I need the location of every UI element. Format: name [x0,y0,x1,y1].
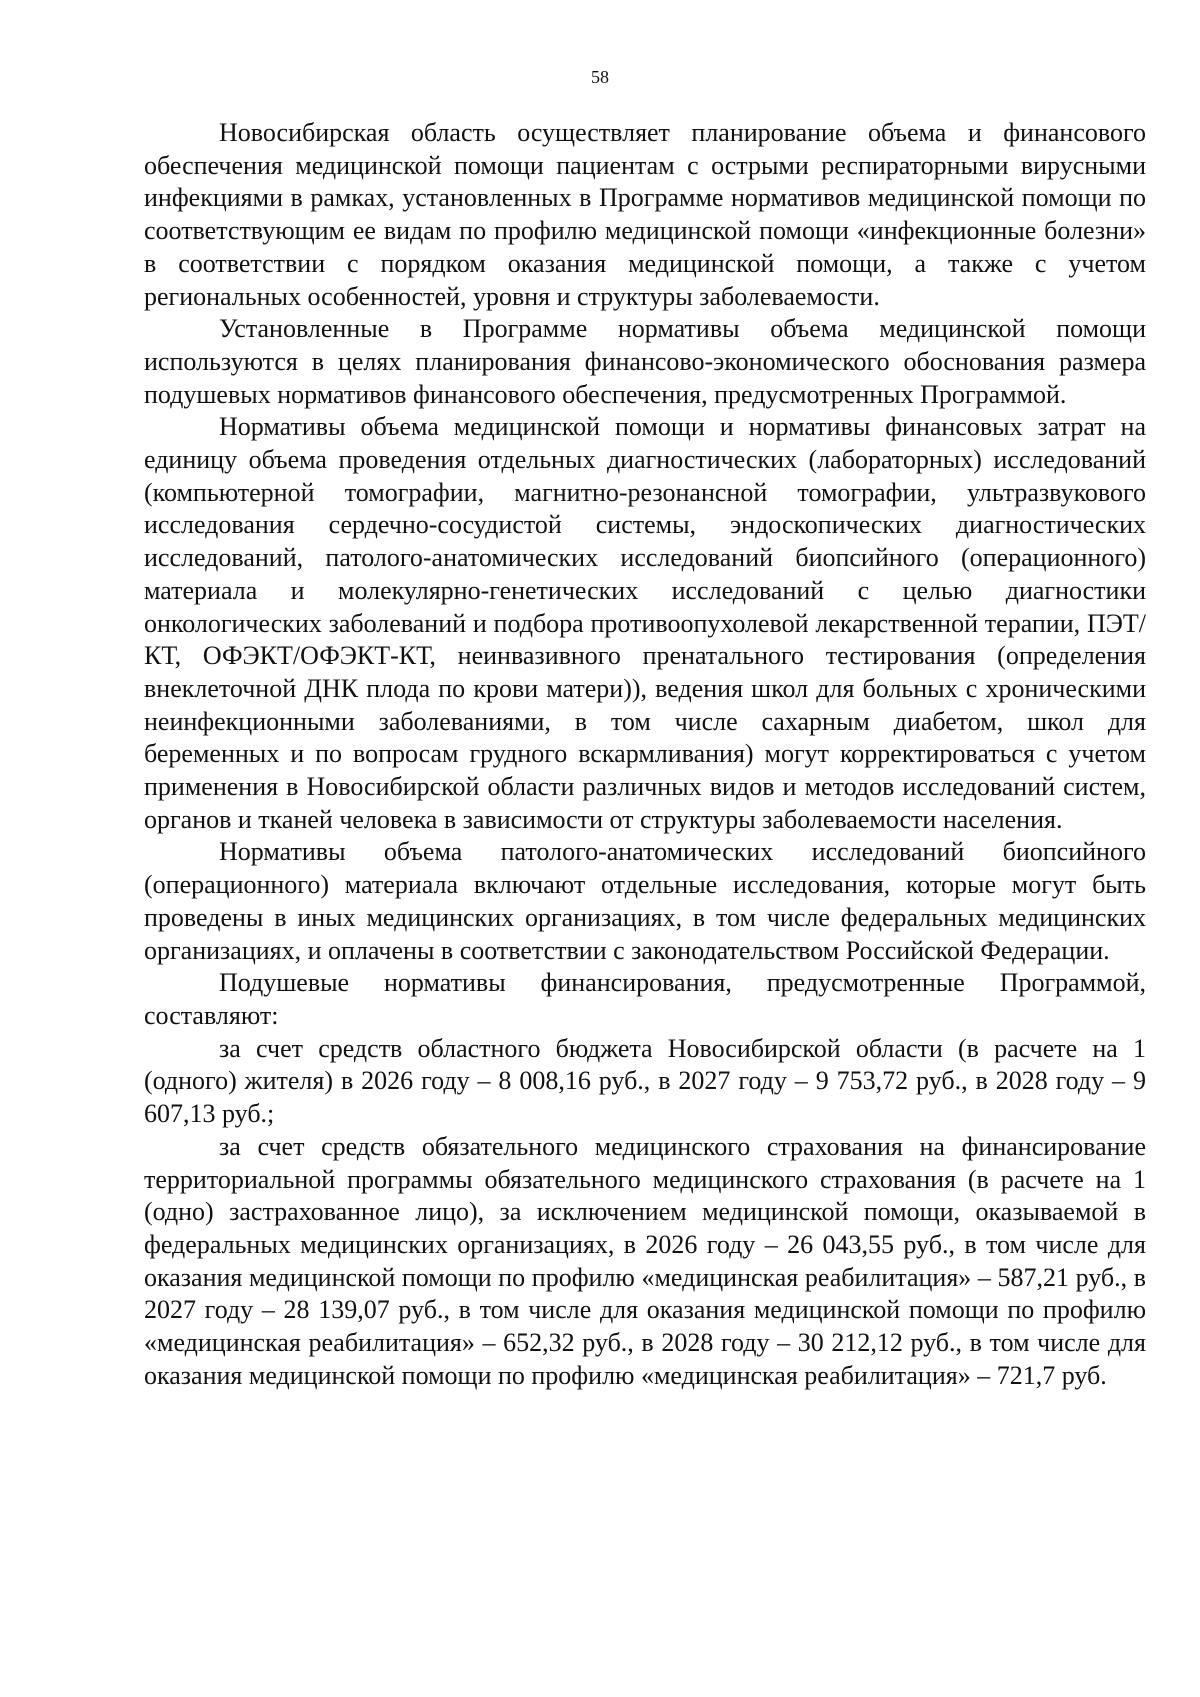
document-body [144,117,1146,1392]
paragraph-diagnostic-norms: Нормативы объема медицинской помощи и нормативы финансовых затрат на единицу объема проведения отдельных диагностических (лабораторных) исследований (компьютерной томографии, магнитно-резонансной томографии, ультразвукового исследования сердечно-сосудистой системы, эндоскопических диагностических исследований, патолого-анатомических исследований биопсийного (операционного) материала и молекулярно-генетических исследований с целью диагностики онкологических заболеваний и подбора противоопухолевой лекарственной терапии, ПЭТ/КТ, ОФЭКТ/ОФЭКТ-КТ, неинвазивного пренатального тестирования (определения внеклеточной ДНК плода по крови матери)), ведения школ для больных с хроническими неинфекционными заболеваниями, в том числе сахарным диабетом, школ для беременных и по вопросам грудного вскармливания) могут корректироваться с учетом применения в Новосибирской области различных видов и методов исследований систем, органов и тканей человека в зависимости от структуры заболеваемости населения. [144,412,1146,834]
paragraph-oms-funding: за счет средств обязательного медицинского страхования на финансирование территориальной программы обязательного медицинского страхования (в расчете на 1 (одно) застрахованное лицо), за исключением медицинской помощи, оказываемой в федеральных медицинских организациях, в 2026 году – 26 043,55 руб., в том числе для оказания медицинской помощи по профилю «медицинская реабилитация» – 587,21 руб., в 2027 году – 28 139,07 руб., в том числе для оказания медицинской помощи по профилю «медицинская реабилитация» – 652,32 руб., в 2028 году – 30 212,12 руб., в том числе для оказания медицинской помощи по профилю «медицинская реабилитация» – 721,7 руб. [144,1131,1146,1390]
page-number: 58 [591,67,609,87]
paragraph-per-capita-intro: Подушевые нормативы финансирования, предусмотренные Программой, составляют: [144,968,1146,1030]
paragraph-regional-budget: за счет средств областного бюджета Новосибирской области (в расчете на 1 (одного) жителя) в 2026 году – 8 008,16 руб., в 2027 году – 9 753,72 руб., в 2028 году – 9 607,13 руб.; [144,1033,1146,1129]
paragraph-ari-planning: Новосибирская область осуществляет планирование объема и финансового обеспечения медицинской помощи пациентам с острыми респираторными вирусными инфекциями в рамках, установленных в Программе нормативов медицинской помощи по соответствующим ее видам по профилю медицинской помощи «инфекционные болезни» в соответствии с порядком оказания медицинской помощи, а также с учетом региональных особенностей, уровня и структуры заболеваемости. [144,118,1146,311]
paragraph-volume-norms-usage: Установленные в Программе нормативы объема медицинской помощи используются в целях планирования финансово-экономического обоснования размера подушевых нормативов финансового обеспечения, предусмотренных Программой. [144,314,1146,409]
paragraph-pathology-norms: Нормативы объема патолого-анатомических исследований биопсийного (операционного) материала включают отдельные исследования, которые могут быть проведены в иных медицинских организациях, в том числе федеральных медицинских организациях, и оплачены в соответствии с законодательством Российской Федерации. [144,837,1146,965]
